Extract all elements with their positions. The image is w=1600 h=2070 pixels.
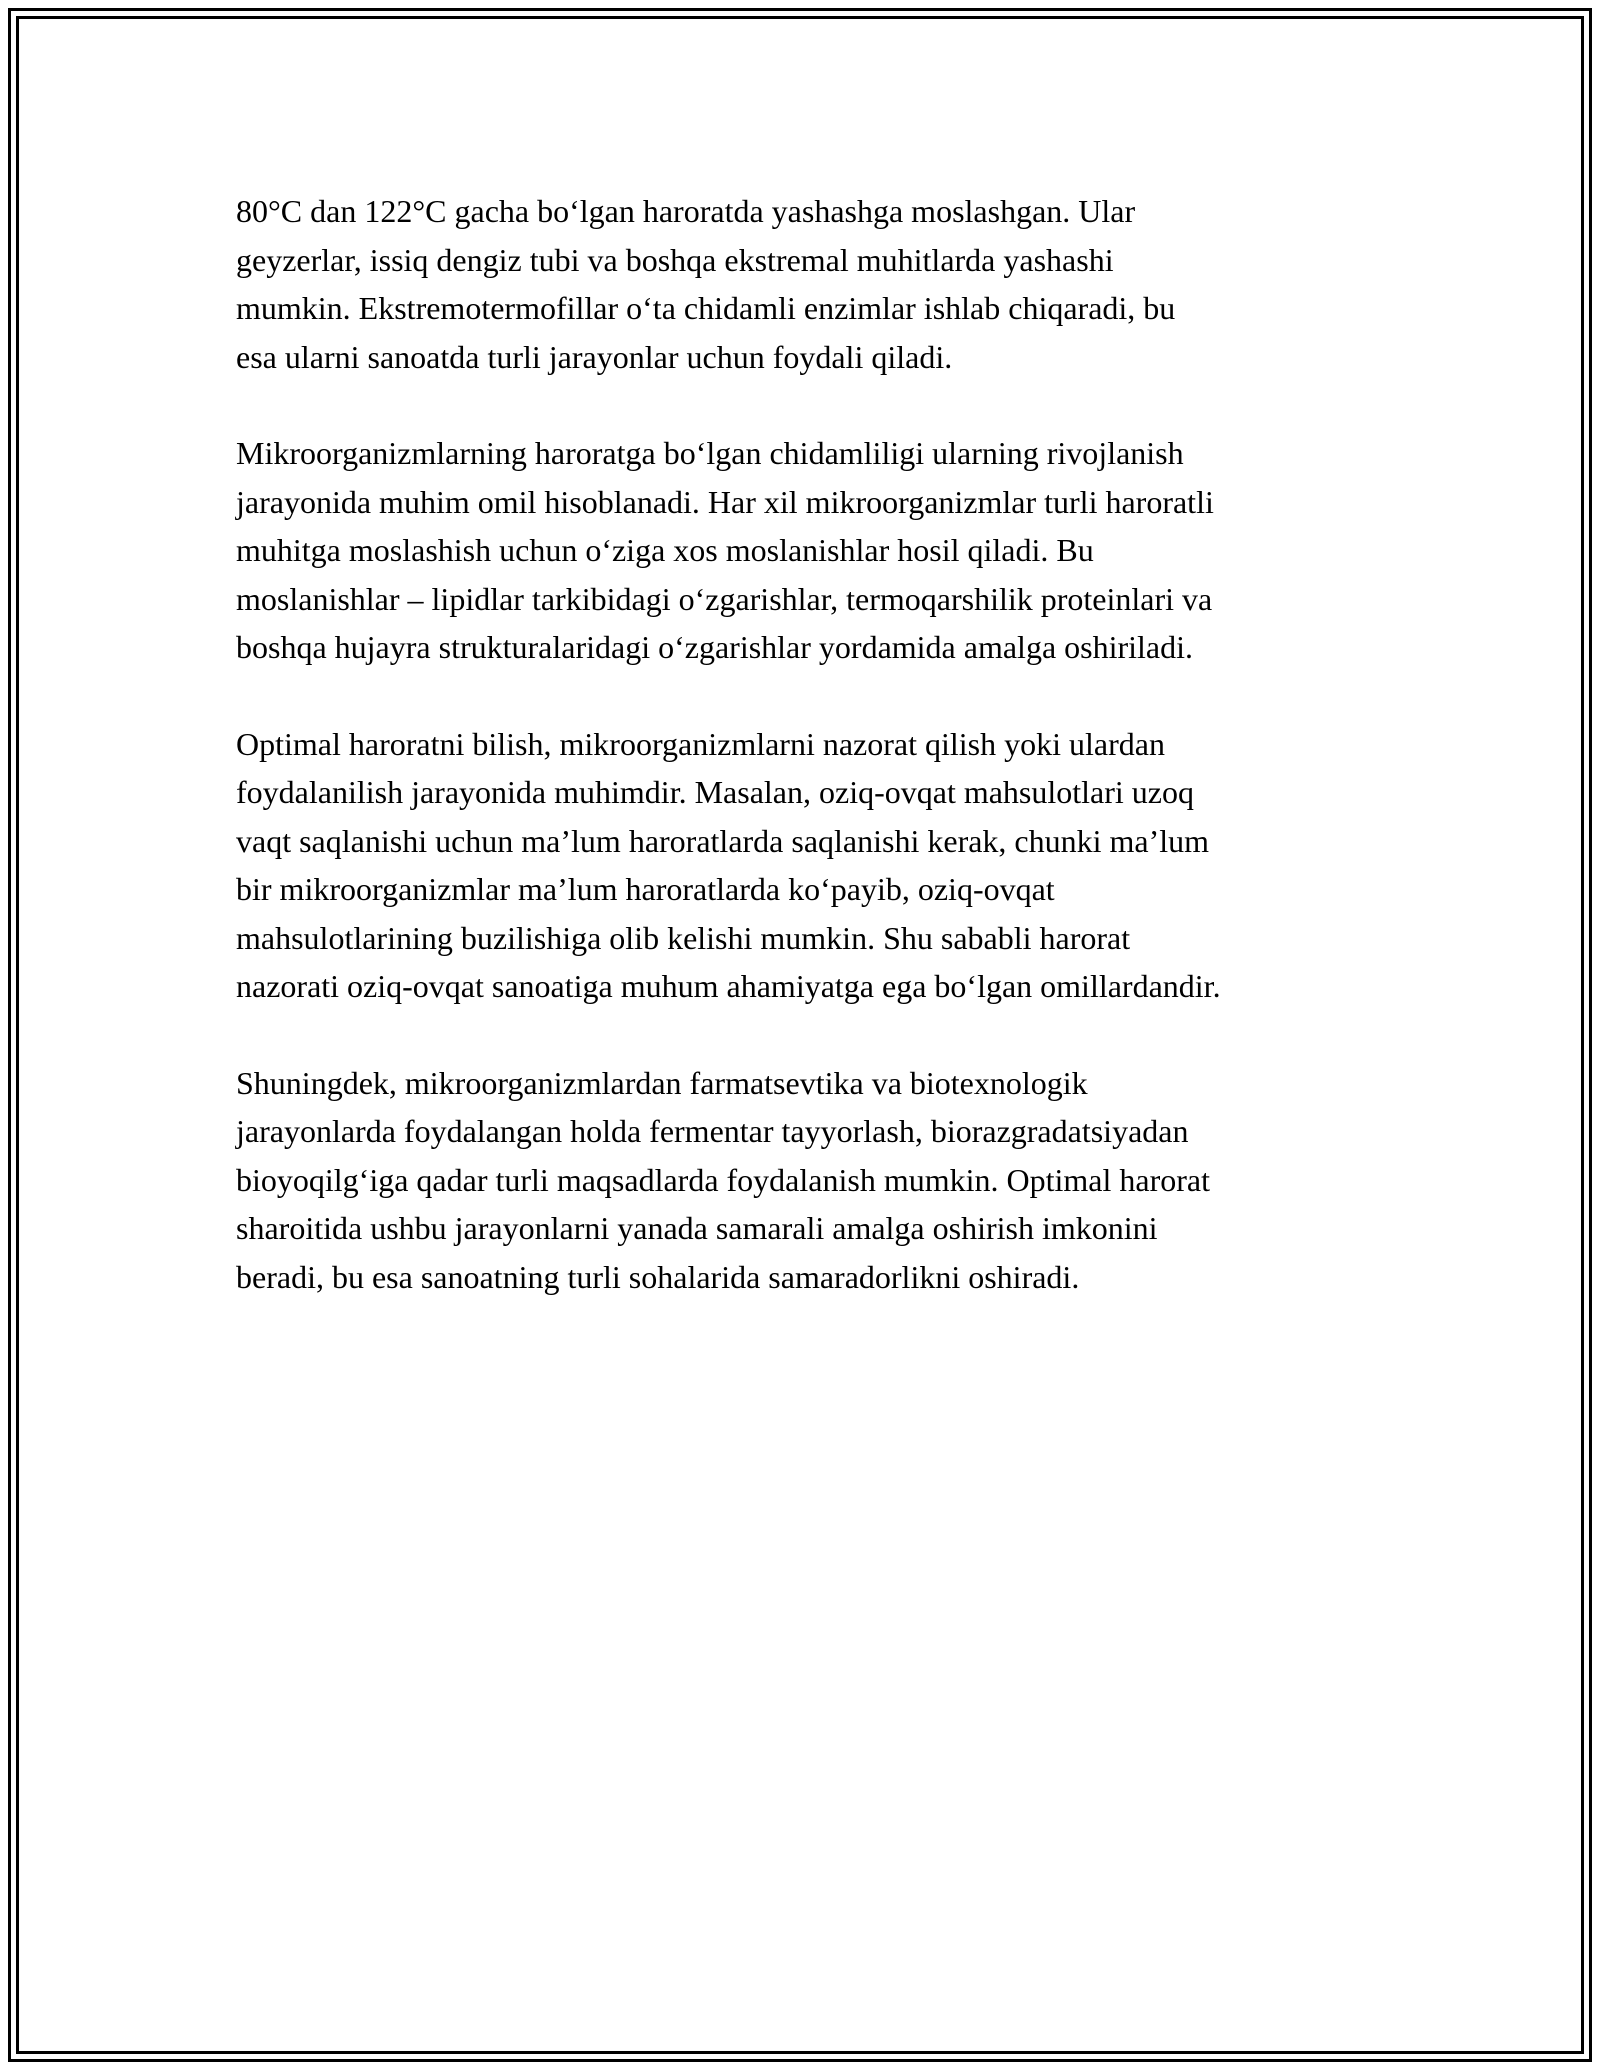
text-line: Optimal haroratni bilish, mikroorganizmlarni nazorat qilish yoki ulardan (236, 725, 1165, 762)
text-line: jarayonida muhim omil hisoblanadi. Har xil mikroorganizmlar turli haroratli (236, 483, 1214, 520)
paragraph-2 (236, 429, 1386, 672)
text-line: mahsulotlarining buzilishiga olib kelishi mumkin. Shu sababli harorat (236, 919, 1131, 956)
text-line: muhitga moslashish uchun o‘ziga xos moslanishlar hosil qiladi. Bu (236, 532, 1094, 568)
text-line: nazorati oziq-ovqat sanoatiga muhum ahamiyatga ega bo‘lgan omillardandir. (236, 968, 1221, 1004)
text-line: beradi, bu esa sanoatning turli sohalarida samaradorlikni oshiradi. (236, 1258, 1080, 1295)
text-line: bir mikroorganizmlar ma’lum haroratlarda ko‘payib, oziq-ovqat (236, 871, 1055, 907)
text-line: bioyoqilg‘iga qadar turli maqsadlarda foydalanish mumkin. Optimal harorat (236, 1161, 1210, 1198)
text-line: moslanishlar – lipidlar tarkibidagi o‘zgarishlar, termoqarshilik proteinlari va (236, 580, 1213, 617)
document-body (236, 187, 1386, 1349)
text-line: Shuningdek, mikroorganizmlardan farmatsevtika va biotexnologik (236, 1064, 1088, 1101)
text-line: foydalanilish jarayonida muhimdir. Masalan, oziq-ovqat mahsulotlari uzoq (236, 774, 1194, 810)
text-line: sharoitida ushbu jarayonlarni yanada samarali amalga oshirish imkonini (236, 1210, 1158, 1246)
text-line: jarayonlarda foydalangan holda fermentar tayyorlash, biorazgradatsiyadan (236, 1113, 1189, 1149)
paragraph-1 (236, 187, 1386, 381)
text-line: mumkin. Ekstremotermofillar o‘ta chidamli enzimlar ishlab chiqaradi, bu (236, 290, 1176, 326)
paragraph-4 (236, 1059, 1386, 1302)
text-line: vaqt saqlanishi uchun ma’lum haroratlarda saqlanishi kerak, chunki ma’lum (236, 822, 1210, 859)
text-line: 80°C dan 122°C gacha bo‘lgan haroratda yashashga moslashgan. Ular (236, 193, 1136, 229)
text-line: Mikroorganizmlarning haroratga bo‘lgan chidamliligi ularning rivojlanish (236, 435, 1184, 471)
paragraph-3 (236, 720, 1386, 1011)
text-line: esa ularni sanoatda turli jarayonlar uchun foydali qiladi. (236, 338, 953, 375)
text-line: boshqa hujayra strukturalaridagi o‘zgarishlar yordamida amalga oshiriladi. (236, 629, 1194, 665)
text-line: geyzerlar, issiq dengiz tubi va boshqa ekstremal muhitlarda yashashi (236, 241, 1114, 278)
